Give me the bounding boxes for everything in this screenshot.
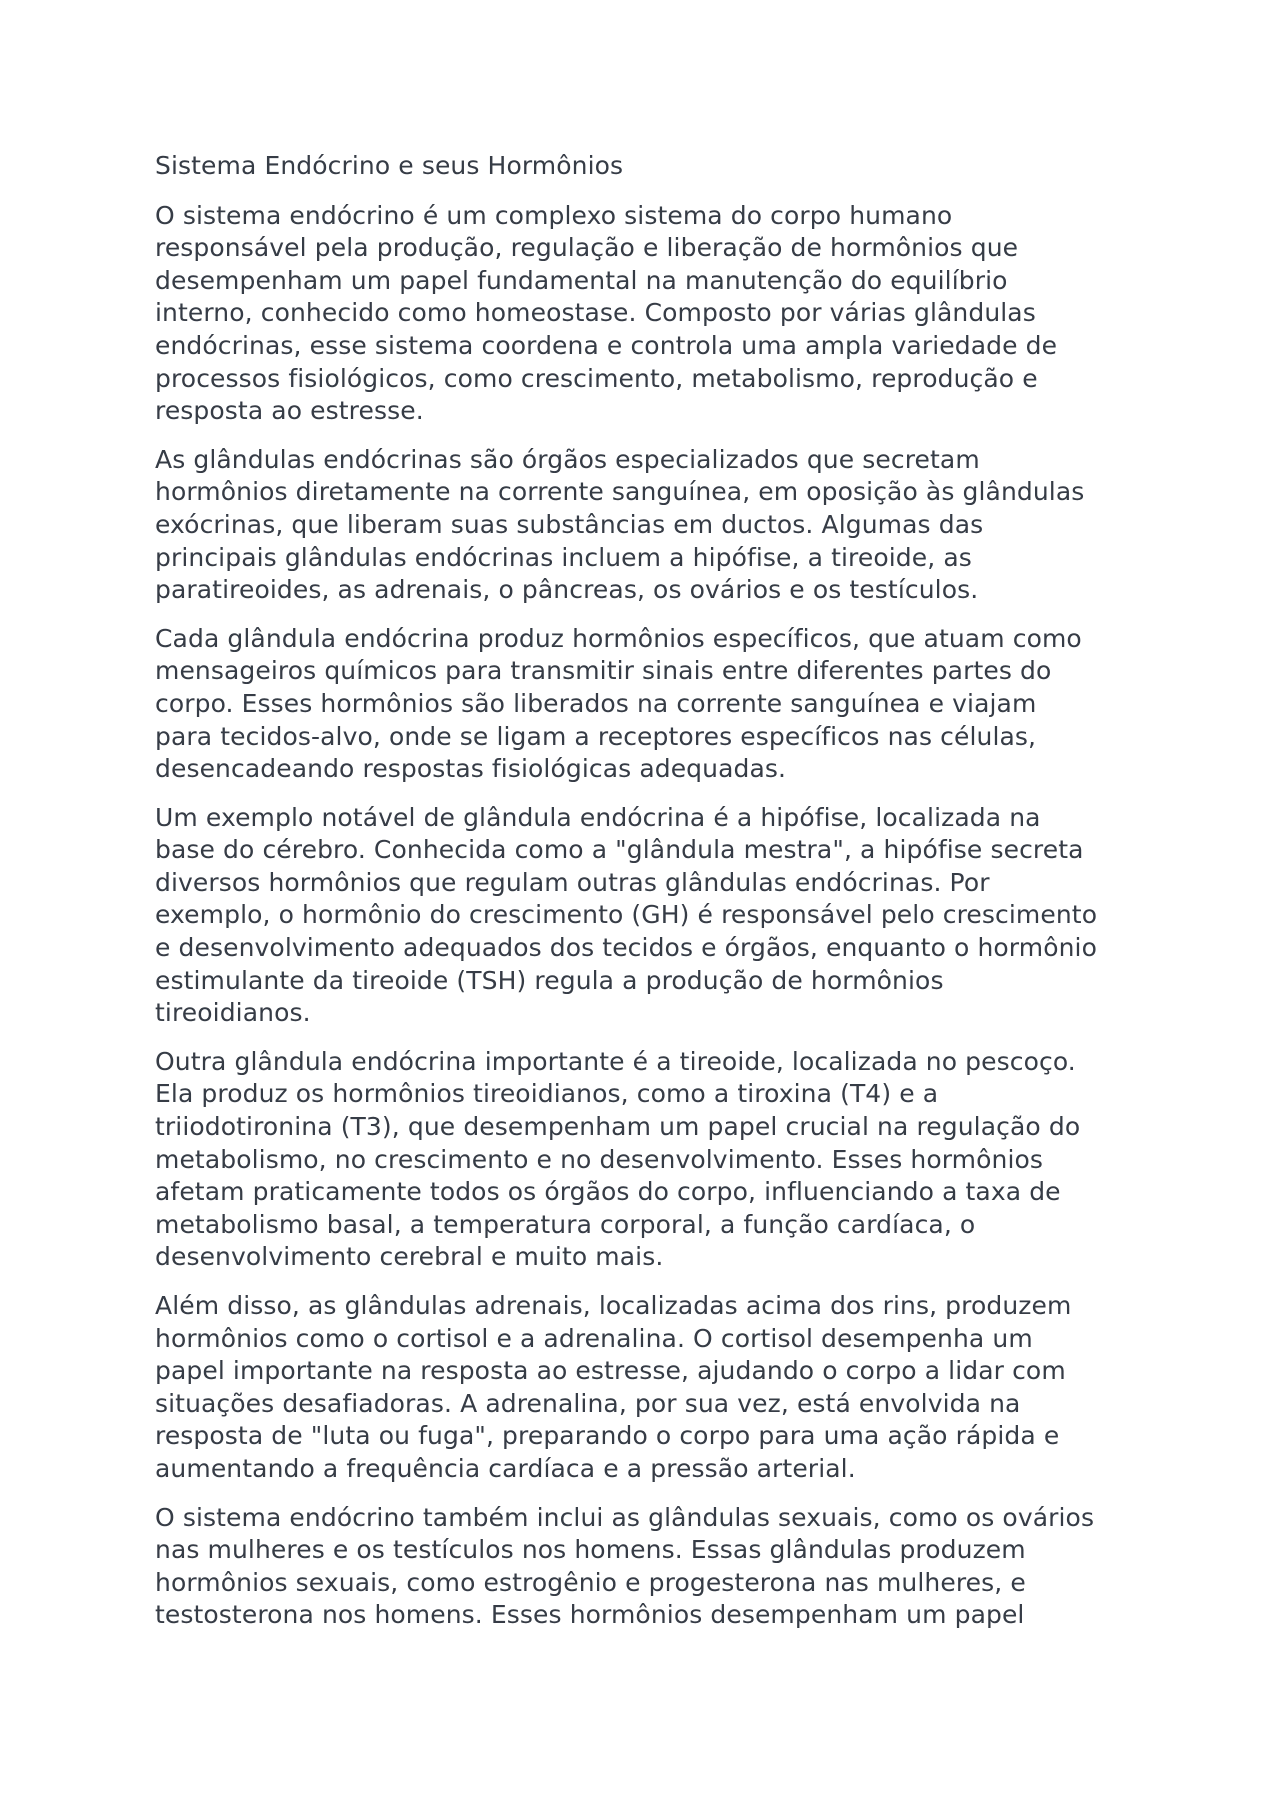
text-line: afetam praticamente todos os órgãos do corpo, influenciando a taxa de: [155, 1177, 1061, 1207]
text-line: desencadeando respostas fisiológicas adequadas.: [155, 754, 787, 784]
text-line: situações desafiadoras. A adrenalina, por sua vez, está envolvida na: [155, 1388, 1021, 1418]
text-line: O sistema endócrino é um complexo sistema do corpo humano: [155, 200, 953, 230]
text-line: processos fisiológicos, como crescimento, metabolismo, reprodução e: [155, 363, 1038, 393]
text-line: mensageiros químicos para transmitir sinais entre diferentes partes do: [155, 656, 1052, 686]
paragraph-pituitary: [155, 802, 1135, 1030]
text-line: exemplo, o hormônio do crescimento (GH) é responsável pelo crescimento: [155, 900, 1098, 930]
paragraph-adrenal: [155, 1290, 1135, 1486]
text-line: diversos hormônios que regulam outras glândulas endócrinas. Por: [155, 867, 990, 897]
text-line: hormônios diretamente na corrente sanguínea, em oposição às glândulas: [155, 477, 1085, 507]
text-line: endócrinas, esse sistema coordena e controla uma ampla variedade de: [155, 330, 1058, 360]
text-line: triiodotironina (T3), que desempenham um papel crucial na regulação do: [155, 1112, 1081, 1142]
text-line: estimulante da tireoide (TSH) regula a produção de hormônios: [155, 965, 944, 995]
text-line: desenvolvimento cerebral e muito mais.: [155, 1242, 664, 1272]
text-line: O sistema endócrino também inclui as glândulas sexuais, como os ovários: [155, 1502, 1095, 1532]
text-line: Além disso, as glândulas adrenais, localizadas acima dos rins, produzem: [155, 1291, 1072, 1320]
text-line: resposta ao estresse.: [155, 396, 424, 426]
text-line: As glândulas endócrinas são órgãos especializados que secretam: [155, 444, 980, 474]
text-line: interno, conhecido como homeostase. Composto por várias glândulas: [155, 298, 1036, 328]
text-line: tireoidianos.: [155, 998, 311, 1028]
text-line: Um exemplo notável de glândula endócrina é a hipófise, localizada na: [155, 802, 1041, 832]
text-line: papel importante na resposta ao estresse, ajudando o corpo a lidar com: [155, 1356, 1066, 1386]
text-line: exócrinas, que liberam suas substâncias em ductos. Algumas das: [155, 509, 984, 539]
text-line: principais glândulas endócrinas incluem a hipófise, a tireoide, as: [155, 542, 972, 572]
paragraph-introduction: [155, 200, 1135, 428]
text-line: aumentando a frequência cardíaca e a pressão arterial.: [155, 1453, 856, 1483]
text-line: Outra glândula endócrina importante é a tireoide, localizada no pescoço.: [155, 1046, 1076, 1076]
text-line: metabolismo, no crescimento e no desenvolvimento. Esses hormônios: [155, 1144, 1044, 1174]
paragraph-glands: [155, 444, 1135, 607]
text-line: e desenvolvimento adequados dos tecidos e órgãos, enquanto o hormônio: [155, 933, 1097, 963]
text-line: desempenham um papel fundamental na manutenção do equilíbrio: [155, 265, 1008, 295]
text-line: responsável pela produção, regulação e liberação de hormônios que: [155, 233, 1019, 263]
document-title: Sistema Endócrino e seus Hormônios: [155, 151, 624, 180]
text-line: paratireoides, as adrenais, o pâncreas, os ovários e os testículos.: [155, 575, 979, 605]
text-line: Cada glândula endócrina produz hormônios específicos, que atuam como: [155, 623, 1082, 653]
text-line: resposta de "luta ou fuga", preparando o corpo para uma ação rápida e: [155, 1421, 1060, 1451]
text-line: hormônios sexuais, como estrogênio e progesterona nas mulheres, e: [155, 1567, 1026, 1597]
paragraph-hormones: [155, 623, 1135, 786]
text-line: hormônios como o cortisol e a adrenalina. O cortisol desempenha um: [155, 1323, 1033, 1353]
document-page: [155, 150, 1135, 1648]
paragraph-thyroid: [155, 1046, 1135, 1274]
text-line: testosterona nos homens. Esses hormônios desempenham um papel: [155, 1600, 1025, 1630]
text-line: para tecidos-alvo, onde se ligam a receptores específicos nas células,: [155, 721, 1037, 751]
text-line: Ela produz os hormônios tireoidianos, como a tiroxina (T4) e a: [155, 1079, 939, 1109]
text-line: corpo. Esses hormônios são liberados na corrente sanguínea e viajam: [155, 688, 1037, 718]
text-line: nas mulheres e os testículos nos homens. Essas glândulas produzem: [155, 1535, 1026, 1565]
paragraph-sexual-glands: [155, 1502, 1135, 1632]
text-line: base do cérebro. Conhecida como a "glândula mestra", a hipófise secreta: [155, 835, 1084, 865]
text-line: metabolismo basal, a temperatura corporal, a função cardíaca, o: [155, 1209, 976, 1239]
